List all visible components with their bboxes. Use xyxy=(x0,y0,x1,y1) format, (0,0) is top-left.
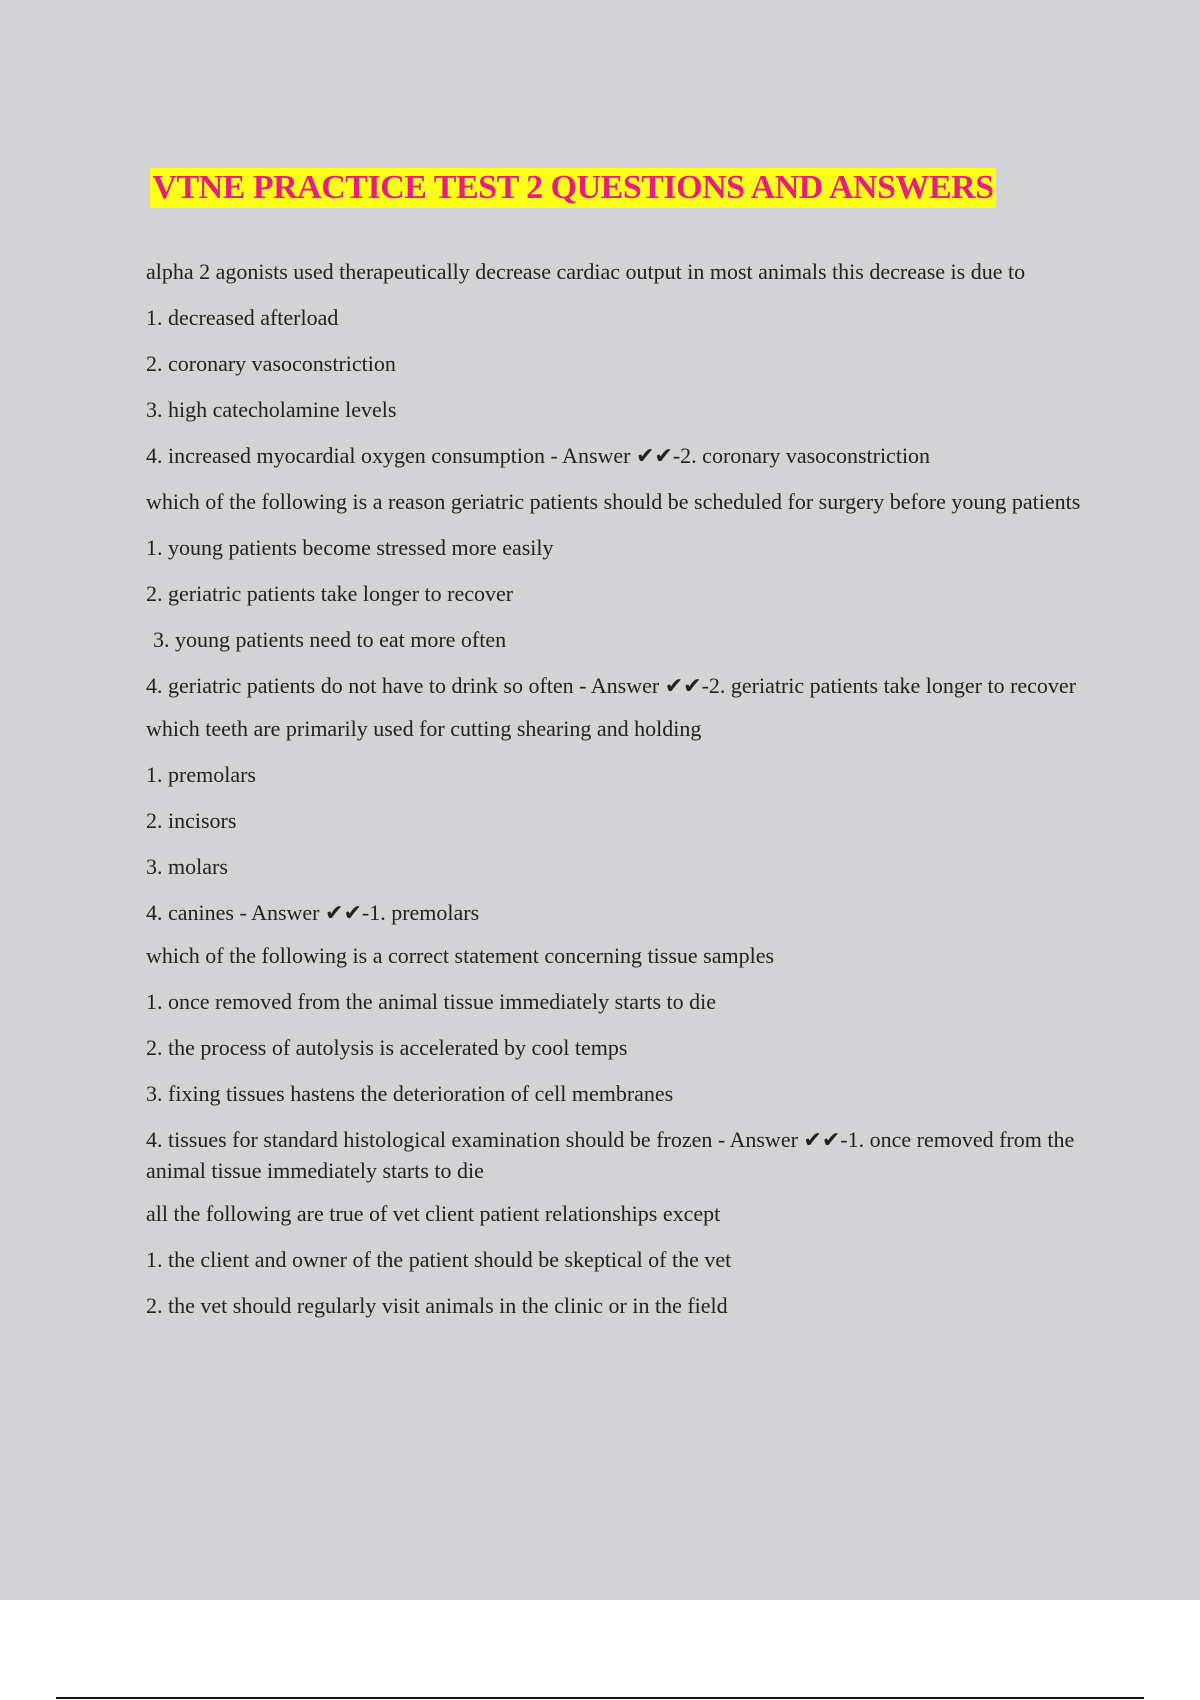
document-body xyxy=(146,256,1096,1336)
question-2-text: which of the following is a reason geriatric patients should be scheduled for surgery before young patients xyxy=(146,489,1081,514)
question-5-option-1: 1. the client and owner of the patient should be skeptical of the vet xyxy=(146,1247,732,1272)
question-5-option-2: 2. the vet should regularly visit animals in the clinic or in the field xyxy=(146,1293,728,1318)
question-1-text: alpha 2 agonists used therapeutically decrease cardiac output in most animals this decrease is due to xyxy=(146,259,1026,284)
question-2-option-4-answer: 4. geriatric patients do not have to drink so often - Answer ✔✔-2. geriatric patients take longer to recover xyxy=(146,673,1077,698)
question-4-option-4-answer: 4. tissues for standard histological examination should be frozen - Answer ✔✔-1. once removed from the animal tissue immediately starts to die xyxy=(146,1127,1075,1183)
question-3-text: which teeth are primarily used for cutting shearing and holding xyxy=(146,716,702,741)
question-2-option-2: 2. geriatric patients take longer to recover xyxy=(146,581,514,606)
bottom-divider xyxy=(56,1697,1144,1699)
title-container xyxy=(0,168,1200,208)
question-1-option-1: 1. decreased afterload xyxy=(146,305,339,330)
question-3-option-3: 3. molars xyxy=(146,854,228,879)
question-4-text: which of the following is a correct statement concerning tissue samples xyxy=(146,943,775,968)
question-4-option-2: 2. the process of autolysis is accelerated by cool temps xyxy=(146,1035,628,1060)
document-title: VTNE PRACTICE TEST 2 QUESTIONS AND ANSWERS xyxy=(152,169,994,206)
question-3-option-2: 2. incisors xyxy=(146,808,237,833)
question-5-text: all the following are true of vet client patient relationships except xyxy=(146,1201,721,1226)
question-3-option-1: 1. premolars xyxy=(146,762,256,787)
question-1-option-3: 3. high catecholamine levels xyxy=(146,397,397,422)
question-1-option-4-answer: 4. increased myocardial oxygen consumption - Answer ✔✔-2. coronary vasoconstriction xyxy=(146,443,931,468)
question-2-option-3: 3. young patients need to eat more often xyxy=(153,627,507,652)
question-4-option-1: 1. once removed from the animal tissue immediately starts to die xyxy=(146,989,717,1014)
question-1-option-2: 2. coronary vasoconstriction xyxy=(146,351,396,376)
question-2-option-1: 1. young patients become stressed more easily xyxy=(146,535,554,560)
question-3-option-4-answer: 4. canines - Answer ✔✔-1. premolars xyxy=(146,900,480,925)
question-4-option-3: 3. fixing tissues hastens the deterioration of cell membranes xyxy=(146,1081,674,1106)
